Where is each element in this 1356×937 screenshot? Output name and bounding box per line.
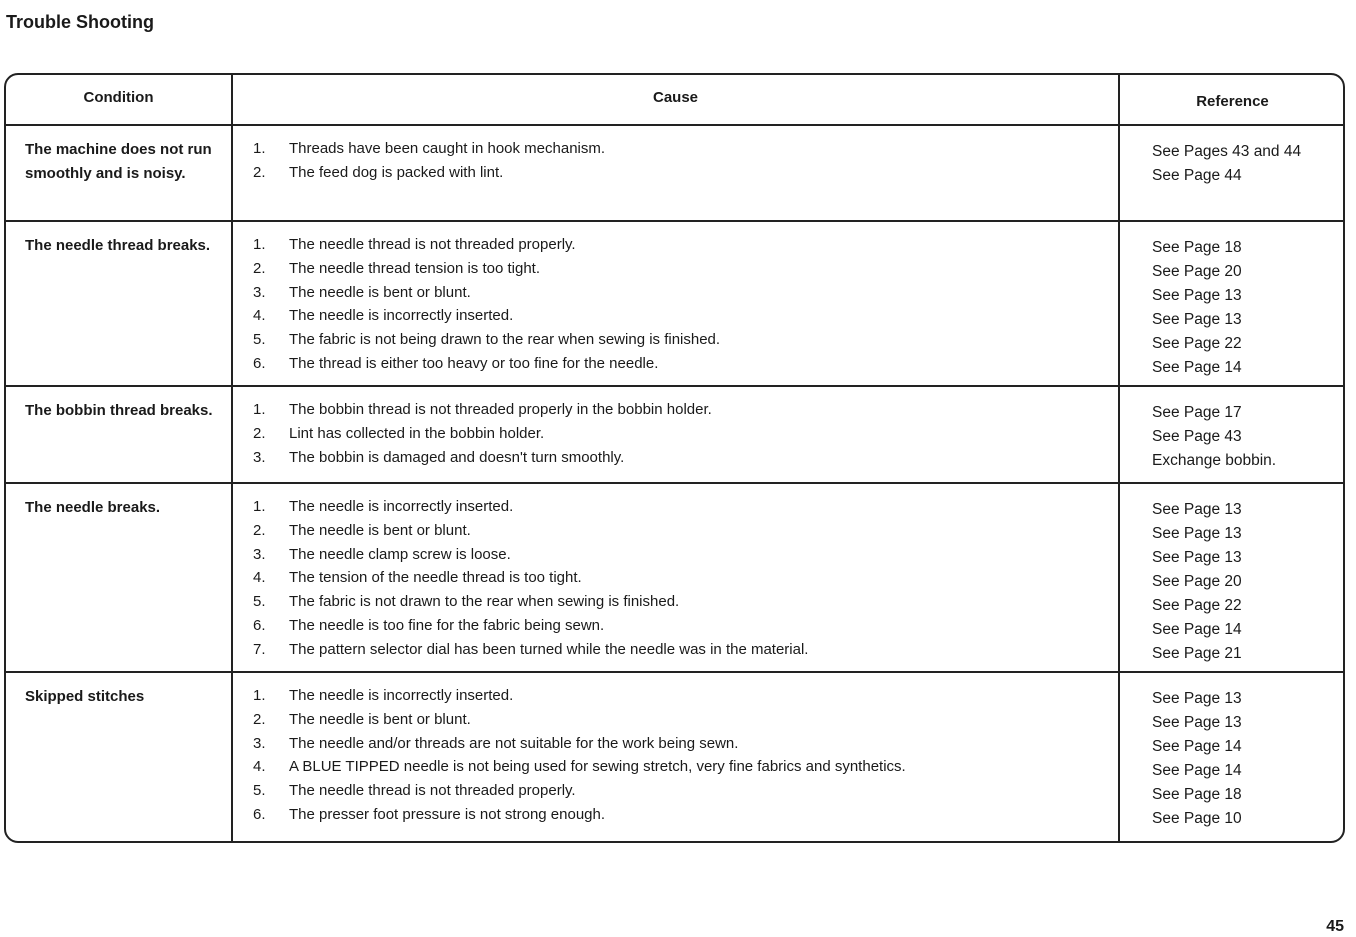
cause-list [253,684,1113,827]
reference-list [1152,401,1342,473]
cause-item: 3. The needle clamp screw is loose. [253,545,511,563]
cause-item: 3. The needle is bent or blunt. [253,283,471,301]
reference-list [1152,140,1342,188]
cause-item: 1. Threads have been caught in hook mechanism. [253,140,606,157]
header-cause: Cause [652,89,699,106]
cause-item: 2. The feed dog is packed with lint. [253,163,504,181]
cause-item: 2. The needle is bent or blunt. [253,521,471,539]
reference-item: See Page 13 [1152,501,1242,518]
table-row [6,673,1343,843]
reference-item: See Page 14 [1152,762,1242,779]
reference-item: See Page 20 [1152,263,1242,280]
reference-item: See Page 43 [1152,428,1242,445]
reference-item: See Page 14 [1152,359,1242,376]
cause-item: 1. The needle is incorrectly inserted. [253,498,514,515]
reference-item: See Page 18 [1152,786,1242,803]
reference-item: Exchange bobbin. [1152,452,1277,469]
header-reference: Reference [1196,93,1269,110]
reference-item: See Page 13 [1152,525,1242,542]
header-condition: Condition [83,89,154,106]
reference-item: See Page 18 [1152,239,1242,256]
cause-item: 6. The thread is either too heavy or too fine for the needle. [253,354,659,372]
reference-item: See Page 22 [1152,597,1242,614]
table-row [6,387,1343,482]
reference-item: See Pages 43 and 44 [1152,143,1302,160]
condition-cell: Skipped stitches [25,688,145,705]
reference-item: See Page 13 [1152,690,1242,707]
reference-item: See Page 14 [1152,738,1242,755]
cause-list [253,398,1113,469]
cause-item: 2. The needle is bent or blunt. [253,710,471,728]
cause-item: 5. The fabric is not drawn to the rear when sewing is finished. [253,593,680,611]
cause-item: 1. The needle thread is not threaded properly. [253,236,576,253]
cause-item: 4. The needle is incorrectly inserted. [253,307,514,325]
cause-item: 4. A BLUE TIPPED needle is not being used for sewing stretch, very fine fabrics and synthetics. [253,758,906,776]
cause-item: 3. The needle and/or threads are not suitable for the work being sewn. [253,734,739,752]
cause-item: 6. The needle is too fine for the fabric being sewn. [253,616,605,634]
cause-item: 7. The pattern selector dial has been turned while the needle was in the material. [253,640,809,658]
reference-item: See Page 44 [1152,167,1242,184]
reference-list [1152,498,1342,666]
cause-list [253,495,1113,662]
cause-item: 5. The needle thread is not threaded properly. [253,782,576,800]
reference-item: See Page 20 [1152,573,1242,590]
cause-list [253,137,1113,185]
reference-list [1152,236,1342,380]
reference-item: See Page 14 [1152,621,1242,638]
condition-cell: The machine does not run smoothly and is noisy. [25,141,212,182]
reference-item: See Page 13 [1152,311,1242,328]
reference-item: See Page 22 [1152,335,1242,352]
cause-item: 1. The bobbin thread is not threaded properly in the bobbin holder. [253,401,712,418]
condition-cell: The needle thread breaks. [25,237,211,254]
cause-item: 5. The fabric is not being drawn to the rear when sewing is finished. [253,331,721,349]
page-title: Trouble Shooting [6,12,154,32]
reference-item: See Page 13 [1152,287,1242,304]
cause-list [253,233,1113,376]
cause-item: 1. The needle is incorrectly inserted. [253,687,514,704]
cause-item: 4. The tension of the needle thread is too tight. [253,569,582,587]
reference-item: See Page 13 [1152,549,1242,566]
cause-item: 6. The presser foot pressure is not strong enough. [253,805,606,823]
reference-item: See Page 17 [1152,404,1242,421]
reference-list [1152,687,1342,831]
page-number: 45 [1326,918,1344,935]
condition-cell: The needle breaks. [25,499,161,516]
cause-item: 2. Lint has collected in the bobbin holder. [253,424,545,442]
table-row [6,222,1343,385]
table-row [6,126,1343,220]
reference-item: See Page 13 [1152,714,1242,731]
cause-item: 2. The needle thread tension is too tight. [253,259,541,277]
reference-item: See Page 21 [1152,645,1242,662]
trouble-shooting-table [4,73,1345,843]
cause-item: 3. The bobbin is damaged and doesn't turn smoothly. [253,448,625,466]
condition-cell: The bobbin thread breaks. [25,402,213,419]
reference-item: See Page 10 [1152,810,1242,827]
table-row [6,484,1343,671]
